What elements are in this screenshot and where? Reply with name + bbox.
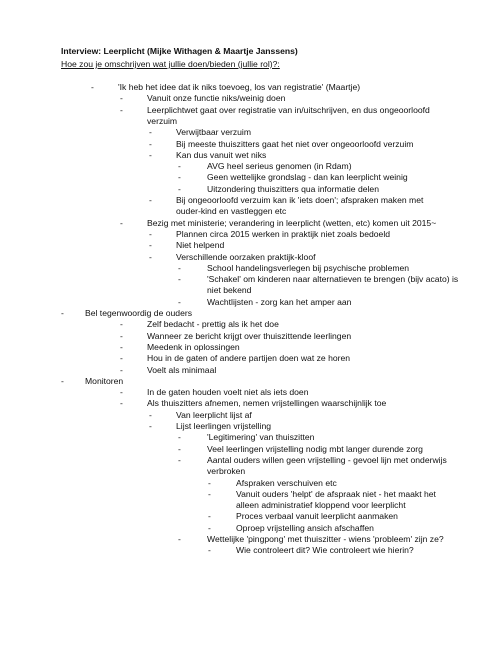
bullet-dash: -	[120, 398, 123, 409]
bullet-dash: -	[178, 183, 181, 194]
outline-line: verzuim	[147, 115, 178, 126]
bullet-dash: -	[149, 127, 152, 138]
outline-line: ouder-kind en vastleggen etc	[176, 206, 287, 217]
bullet-dash: -	[178, 454, 181, 465]
outline-line: Afspraken verschuiven etc	[236, 477, 337, 488]
outline-line: Voelt als minimaal	[147, 364, 217, 375]
document-title: Interview: Leerplicht (Mijke Withagen & Maartje Janssens)	[61, 46, 298, 56]
bullet-dash: -	[178, 262, 181, 273]
outline-line: Verwijtbaar verzuim	[176, 127, 251, 138]
bullet-dash: -	[208, 511, 211, 522]
outline-line: Vanuit ouders 'helpt' de afspraak niet - het maakt het	[236, 488, 436, 499]
bullet-dash: -	[178, 274, 181, 285]
bullet-dash: -	[149, 228, 152, 239]
bullet-dash: -	[149, 240, 152, 251]
bullet-dash: -	[149, 149, 152, 160]
bullet-dash: -	[178, 161, 181, 172]
outline-line: Veel leerlingen vrijstelling nodig mbt langer durende zorg	[207, 443, 423, 454]
outline-line: Wie controleert dit? Wie controleert wie hierin?	[236, 545, 414, 556]
bullet-dash: -	[120, 341, 123, 352]
outline-line: Hou in de gaten of andere partijen doen wat ze horen	[147, 353, 351, 364]
bullet-dash: -	[178, 534, 181, 544]
outline-line: Bij ongeoorloofd verzuim kan ik 'iets doen'; afspraken maken met	[176, 195, 424, 205]
outline-line: Kan dus vanuit wet niks	[176, 149, 267, 160]
bullet-dash: -	[149, 195, 152, 205]
bullet-dash: -	[120, 217, 123, 228]
outline-line: Oproep vrijstelling ansich afschaffen	[236, 522, 374, 533]
bullet-dash: -	[208, 522, 211, 533]
outline-line: Meedenk in oplossingen	[147, 341, 240, 352]
bullet-dash: -	[208, 477, 211, 488]
outline-line: AVG heel serieus genomen (in Rdam)	[207, 161, 352, 172]
outline-line: Als thuiszitters afnemen, nemen vrijstellingen waarschijnlijk toe	[147, 398, 387, 409]
outline-line: 'Ik heb het idee dat ik niks toevoeg, los van registratie' (Maartje)	[118, 82, 361, 92]
outline-line: verbroken	[207, 466, 246, 477]
bullet-dash: -	[149, 421, 152, 431]
bullet-dash: -	[91, 82, 94, 92]
bullet-dash: -	[208, 488, 211, 499]
bullet-dash: -	[178, 296, 181, 307]
bullet-dash: -	[120, 387, 123, 398]
outline-line: Niet helpend	[176, 240, 225, 251]
bullet-dash: -	[178, 443, 181, 454]
outline-line: 'Schakel' om kinderen naar alternatieven te brengen (bijv acato) is	[207, 274, 459, 285]
outline-line: Wettelijke 'pingpong' met thuiszitter - wiens 'probleem' zijn ze?	[207, 534, 444, 544]
bullet-dash: -	[178, 172, 181, 183]
bullet-dash: -	[120, 353, 123, 364]
bullet-dash: -	[149, 138, 152, 149]
bullet-dash: -	[208, 545, 211, 556]
outline-line: Geen wettelijke grondslag - dan kan leerplicht weinig	[207, 172, 408, 183]
outline-line: Bij meeste thuiszitters gaat het niet over ongeoorloofd verzuim	[176, 138, 414, 149]
outline-line: Uitzondering thuiszitters qua informatie delen	[207, 183, 379, 194]
bullet-dash: -	[120, 330, 123, 341]
outline-line: Van leerplicht lijst af	[176, 409, 252, 420]
bullet-dash: -	[120, 319, 123, 330]
outline-line: Wachtlijsten - zorg kan het amper aan	[207, 296, 352, 307]
outline-line: Zelf bedacht - prettig als ik het doe	[147, 319, 279, 330]
outline-line: Proces verbaal vanuit leerplicht aanmaken	[236, 511, 398, 522]
outline-line: Bezig met ministerie; verandering in leerplicht (wetten, etc) komen uit 2015~	[147, 217, 437, 228]
outline-line: Plannen circa 2015 werken in praktijk niet zoals bedoeld	[176, 228, 391, 239]
outline-line: Monitoren	[85, 375, 124, 386]
bullet-dash: -	[149, 251, 152, 262]
outline-line: 'Legitimering' van thuiszitten	[207, 432, 315, 443]
outline-line: alleen administratief kloppend voor leerplicht	[236, 500, 406, 511]
outline-line: niet bekend	[207, 285, 252, 296]
outline-line: Vanuit onze functie niks/weinig doen	[147, 93, 286, 104]
bullet-dash: -	[120, 93, 123, 104]
outline-line: Bel tegenwoordig de ouders	[85, 308, 193, 318]
bullet-dash: -	[120, 364, 123, 375]
bullet-dash: -	[61, 375, 64, 386]
outline-line: In de gaten houden voelt niet als iets doen	[147, 387, 309, 398]
outline-line: Leerplichtwet gaat over registratie van in/uitschrijven, en dus ongeoorloofd	[147, 104, 430, 115]
outline-line: Verschillende oorzaken praktijk-kloof	[176, 251, 316, 262]
bullet-dash: -	[149, 409, 152, 420]
document-subtitle: Hoe zou je omschrijven wat jullie doen/bieden (jullie rol)?:	[61, 59, 280, 69]
bullet-dash: -	[120, 104, 123, 115]
bullet-dash: -	[61, 308, 64, 318]
bullet-dash: -	[178, 432, 181, 443]
outline-line: School handelingsverlegen bij psychische problemen	[207, 262, 410, 273]
outline-line: Wanneer ze bericht krijgt over thuiszittende leerlingen	[147, 330, 352, 341]
outline-line: Lijst leerlingen vrijstelling	[176, 421, 272, 431]
outline-line: Aantal ouders willen geen vrijstelling - gevoel lijn met onderwijs	[207, 454, 447, 465]
